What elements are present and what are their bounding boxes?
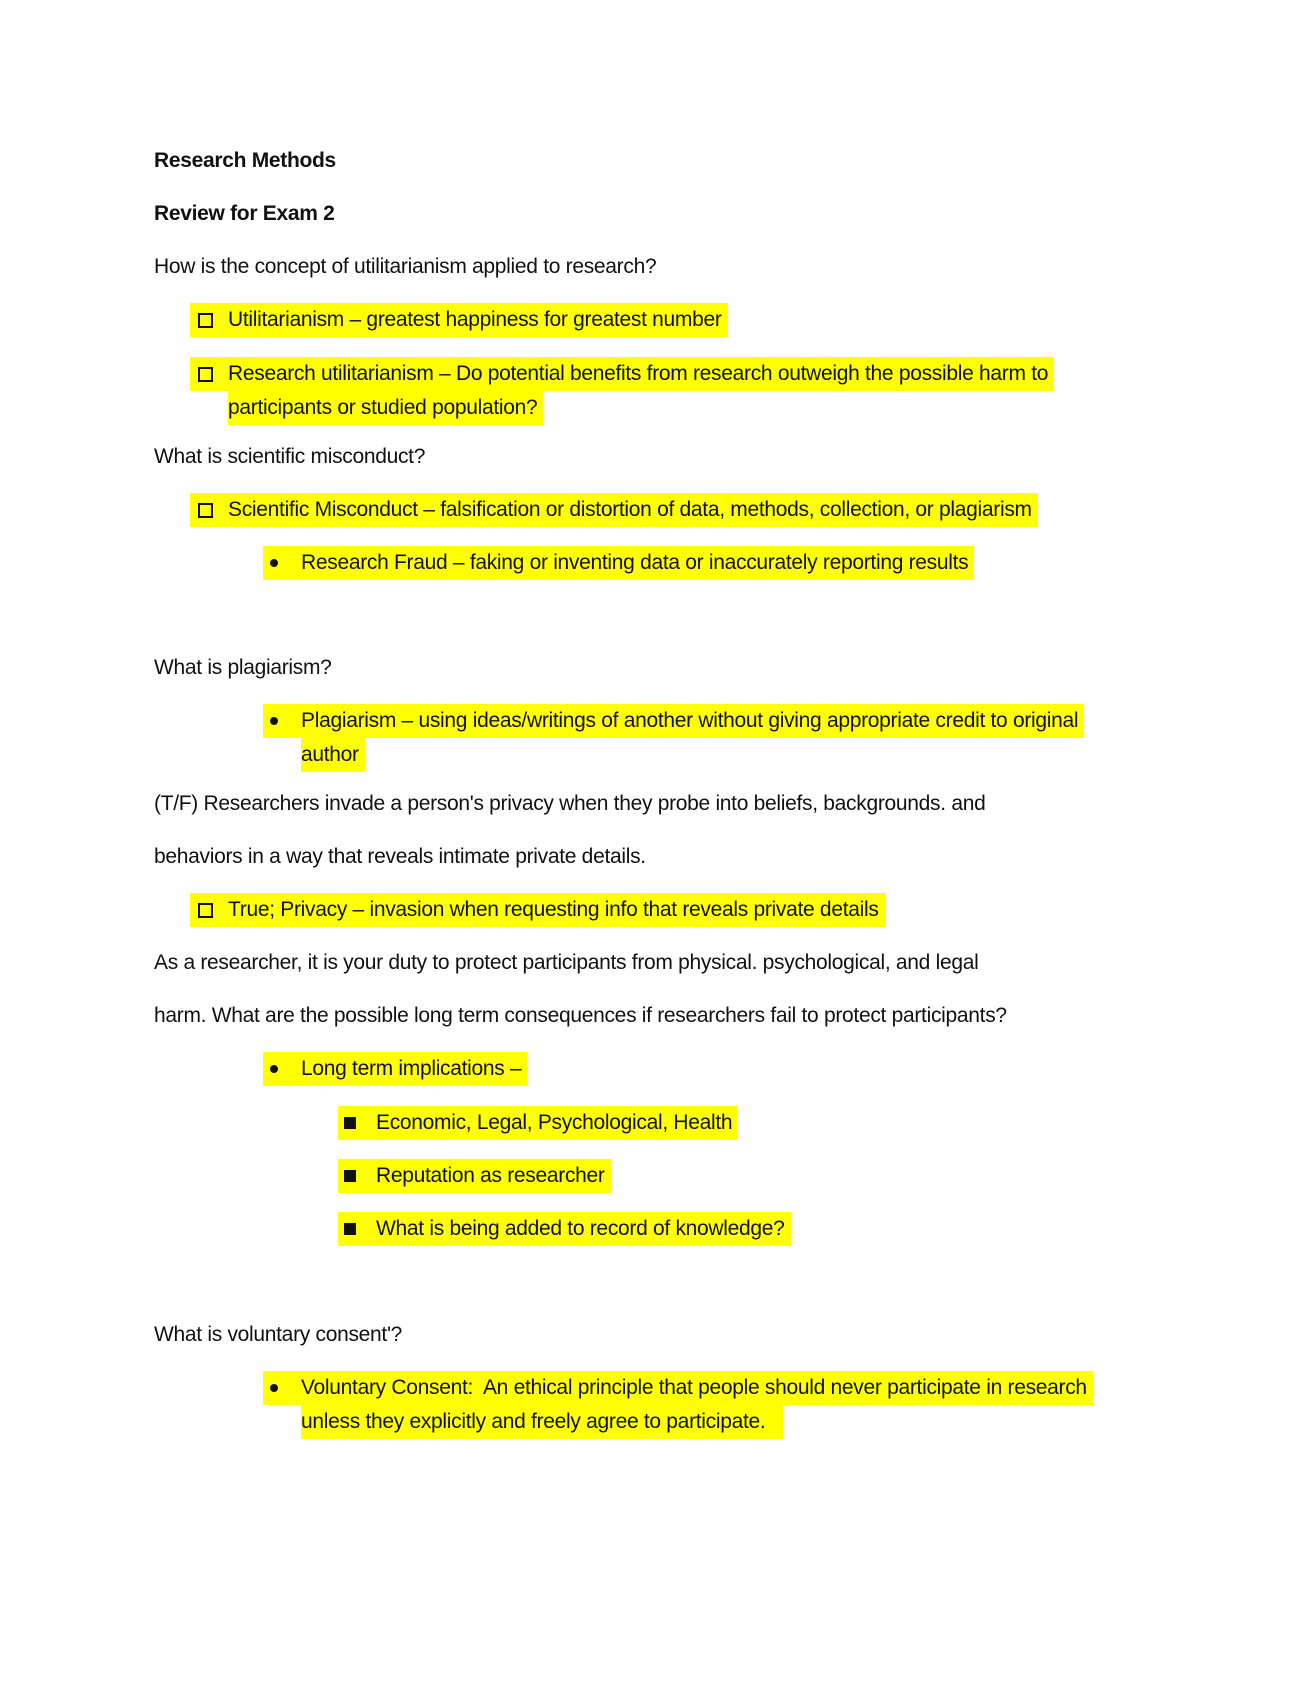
answer-text: Long term implications – bbox=[301, 1057, 522, 1080]
answer-privacy bbox=[190, 893, 885, 927]
checkbox-icon bbox=[192, 357, 218, 391]
answer-voluntary-consent bbox=[263, 1371, 1093, 1439]
doc-subtitle: Review for Exam 2 bbox=[154, 202, 335, 225]
answer-plagiarism bbox=[263, 704, 1084, 772]
question-protection-line1: As a researcher, it is your duty to protect participants from physical. psychological, and legal bbox=[154, 951, 979, 974]
question-misconduct: What is scientific misconduct? bbox=[154, 445, 426, 468]
bullet-icon bbox=[263, 1371, 285, 1405]
square-bullet-icon bbox=[338, 1159, 362, 1193]
answer-research-utilitarianism bbox=[190, 357, 1054, 425]
answer-text: Economic, Legal, Psychological, Health bbox=[376, 1111, 733, 1134]
question-voluntary-consent: What is voluntary consent'? bbox=[154, 1323, 403, 1346]
answer-text: Reputation as researcher bbox=[376, 1164, 605, 1187]
answer-text-line1: Plagiarism – using ideas/writings of another without giving appropriate credit to original bbox=[301, 709, 1079, 732]
answer-utilitarianism bbox=[190, 303, 728, 337]
checkbox-icon bbox=[192, 493, 218, 527]
question-privacy-line2: behaviors in a way that reveals intimate private details. bbox=[154, 845, 646, 868]
bullet-icon bbox=[263, 546, 285, 580]
answer-text-line1: Research utilitarianism – Do potential benefits from research outweigh the possible harm to bbox=[228, 362, 1049, 385]
question-plagiarism: What is plagiarism? bbox=[154, 656, 332, 679]
bullet-icon bbox=[263, 1052, 285, 1086]
question-utilitarianism: How is the concept of utilitarianism applied to research? bbox=[154, 255, 657, 278]
answer-sub-economic bbox=[338, 1106, 738, 1140]
answer-text: What is being added to record of knowledge? bbox=[376, 1217, 785, 1240]
answer-research-fraud bbox=[263, 546, 974, 580]
answer-misconduct bbox=[190, 493, 1038, 527]
answer-sub-reputation bbox=[338, 1159, 611, 1193]
answer-text: Utilitarianism – greatest happiness for greatest number bbox=[228, 308, 722, 331]
checkbox-icon bbox=[192, 893, 218, 927]
square-bullet-icon bbox=[338, 1106, 362, 1140]
answer-text-line2: unless they explicitly and freely agree to participate. bbox=[301, 1405, 783, 1439]
square-bullet-icon bbox=[338, 1212, 362, 1246]
answer-text: Scientific Misconduct – falsification or distortion of data, methods, collection, or plagiarism bbox=[228, 498, 1032, 521]
answer-text-line2: participants or studied population? bbox=[228, 391, 543, 425]
answer-text: Research Fraud – faking or inventing data or inaccurately reporting results bbox=[301, 551, 969, 574]
answer-text-line2: author bbox=[301, 738, 365, 772]
bullet-icon bbox=[263, 704, 285, 738]
answer-text-line1: Voluntary Consent: An ethical principle that people should never participate in research bbox=[301, 1376, 1087, 1399]
answer-text: True; Privacy – invasion when requesting info that reveals private details bbox=[228, 898, 879, 921]
answer-sub-knowledge bbox=[338, 1212, 791, 1246]
doc-title: Research Methods bbox=[154, 149, 336, 172]
question-privacy-line1: (T/F) Researchers invade a person's privacy when they probe into beliefs, backgrounds. and bbox=[154, 792, 986, 815]
question-protection-line2: harm. What are the possible long term consequences if researchers fail to protect participants? bbox=[154, 1004, 1007, 1027]
answer-long-term bbox=[263, 1052, 527, 1086]
checkbox-icon bbox=[192, 303, 218, 337]
